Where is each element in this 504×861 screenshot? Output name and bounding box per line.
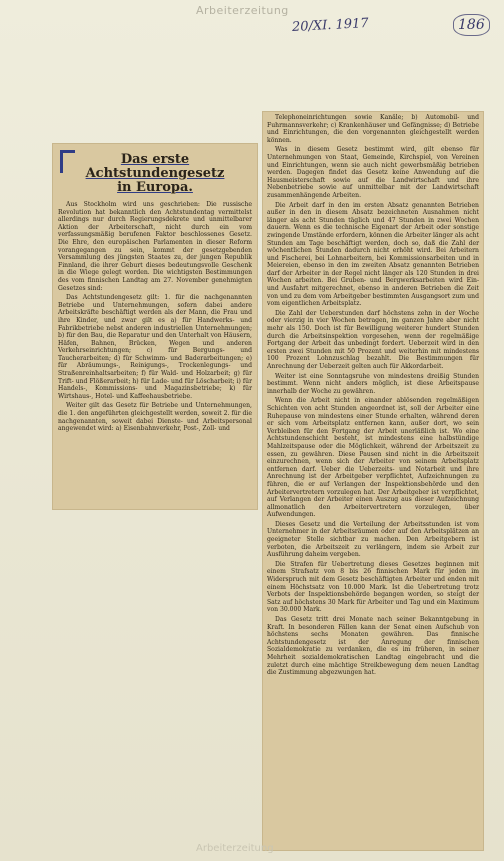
pen-bracket-mark	[60, 150, 75, 173]
paragraph: Weiter gilt das Gesetz für Betriebe und Unternehmungen, die 1. den angeführten gleichgestellt werden, soweit 2. für die nachgenannten, soweit dabei Dienste- und Arbeitspersonal angewendet wird: a) Eisenbahnverkehr, Post-, Zoll- und	[58, 402, 252, 433]
paragraph: Das Achtstundengesetz gilt: 1. für die nachgenannten Betriebe und Unternehmungen, sofern dabei andere Arbeitskräfte beschäftigt werden als der Mann, die Frau und ihre Kinder, und zwar gilt es a) für Handwerks- und Fabrikbetriebe nebst anderen industriellen Unternehmungen; b) für den Bau, die Reparatur und den Unterhalt von Häusern, Häfen, Bahnen, Brücken, Wegen und anderen Verkehrseinrichtungen; c) für Bergungs- und Taucherarbeiten; d) für Schwimm- und Baderarbeitungen; e) für Abräumungs-, Reinigungs-, Trockenlegungs- und Straßenreinhaltsarbeiten; f) für Wald- und Holzarbeit; g) für Trift- und Flößerarbeit; h) für Lade- und für Löscharbeit; i) für Handels-, Kommissions- und Magazinsbetriebe; k) für Wirtshaus-, Hotel- und Kaffeehausbetriebe.	[58, 294, 252, 400]
left-column-text	[58, 201, 252, 433]
paragraph: Die Arbeit darf in den im ersten Absatz genannten Betrieben außer in den in diesem Absatz bezeichneten Ausnahmen nicht länger als acht Stunden täglich und 47 Stunden in zwei Wochen dauern. Wenn es die technische Eigenart der Arbeit oder sonstige zwingende Umstände erfordern, können die Arbeiter länger als acht Stunden am Tage beschäftigt werden, doch so, daß die Zahl der wöchentlichen Stunden dadurch nicht erhöht wird. Bei Arbeitern und Fischerei, bei Lohnarbeitern, bei Kommissionsarbeiten und in Meiereien, ebenso in den im zweiten Absatz genannten Betrieben darf der Arbeiter in der Regel nicht länger als 120 Stunden in drei Wochen arbeiten. Bei Gruben- und Bergwerksarbeiten wird Ein- und Ausfahrt mitgerechnet, ebenso in anderen Betrieben die Zeit von und zu dem vom Arbeitgeber bestimmten Ausgangsort zum und vom eigentlichen Arbeitsplatz.	[267, 201, 479, 308]
article-headline	[58, 153, 252, 195]
paragraph: Weiter ist eine Sonntagsruhe von mindestens dreißig Stunden bestimmt. Wenn nicht anders möglich, ist diese Arbeitspause innerhalb der Woche zu gewähren.	[267, 372, 479, 395]
newspaper-stamp: Arbeiterzeitung	[196, 4, 289, 17]
paragraph: Telephoneinrichtungen sowie Kanäle; b) Automobil- und Fuhrmannsverkehr; c) Krankenhäuser und Gefängnisse; d) Betriebe und Einrichtungen, die den vorgenannten gleichgestellt werden können.	[267, 114, 479, 144]
right-column-text	[267, 114, 479, 677]
page-number: 186	[453, 14, 490, 36]
clipping-left-column	[52, 143, 258, 510]
paragraph: Aus Stockholm wird uns geschrieben: Die russische Revolution hat bekanntlich den Achtstundentag vermittelst allerdings nur durch Regierungsdekrete und unmittelbarer Aktion der Arbeiterschaft, nicht durch ein vom verfassungsmäßig berufenen Faktor beschlossenes Gesetz. Die Ehre, den europäischen Parlamenten in dieser Reform vorangegangen zu sein, kommt der gesetzgebenden Versammlung des jüngsten Staates zu, der jungen Republik Finnland, die ihrer Geburt dieses bedeutungsvolle Geschenk in die Wiege gelegt worden. Die wichtigsten Bestimmungen des vom finnischen Landtag am 27. November genehmigten Gesetzes sind:	[58, 201, 252, 292]
ghost-stamp: Arbeiterzeitung	[196, 843, 274, 854]
headline-line-2: in Europa.	[117, 180, 193, 195]
paragraph: Das Gesetz tritt drei Monate nach seiner Bekanntgebung in Kraft. In besonderen Fällen kann der Senat einen Aufschub von höchstens sechs Monaten gewähren. Das finnische Achtstundengesetz ist der Anregung der finnischen Sozialdemokratie zu verdanken, die es im früheren, in seiner Mehrheit sozialdemokratischen Landtag eingebracht und die zuletzt durch eine mächtige Streikbewegung dem neuen Landtag die Zustimmung abgezwungen hat.	[267, 616, 479, 677]
paragraph: Dieses Gesetz und die Verteilung der Arbeitsstunden ist vom Unternehmer in der Arbeitsräumen oder auf den Arbeitsplätzen an geeigneter Stelle sichtbar zu machen. Den Arbeitgebern ist verboten, die Arbeitszeit zu verlängern, indem sie Arbeit zur Ausführung daheim vergeben.	[267, 520, 479, 559]
handwritten-date: 20/XI. 1917	[291, 16, 370, 35]
paragraph: Was in diesem Gesetz bestimmt wird, gilt ebenso für Unternehmungen von Staat, Gemeinde, Kirchspiel, von Vereinen und Einrichtungen, wenn sie auch nicht gewerbsmäßig betrieben werden. Dagegen findet das Gesetz keine Anwendung auf die Hausmeisterschaft sowie auf die Landwirtschaft und ihre Nebenbetriebe sowie auf unmittelbar mit der Landwirtschaft zusammenhängende Arbeiten.	[267, 146, 479, 199]
paragraph: Wenn die Arbeit nicht in einander ablösenden regelmäßigen Schichten von acht Stunden angeordnet ist, soll der Arbeiter eine Ruhepause von mindestens einer Stunde erhalten, während deren er sich vom Arbeitsplatz entfernen kann, außer dort, wo sein Verbleiben für den Fortgang der Arbeit unerläßlich ist. Wo eine Achtstundenschicht besteht, ist mindestens eine halbstündige Mahlzeitspause oder die Möglichkeit, während der Arbeitszeit zu essen, zu gewähren. Diese Pausen sind nicht in die Arbeitszeit einzurechnen, wenn sich der Arbeiter von seinem Arbeitsplatz entfernen darf. Ueber die Ueberzeits- und Notarbeit und ihre Anrechnung ist der Arbeitgeber verpflichtet, Aufzeichnungen zu führen, die er auf Verlangen der Inspektionsbehörde und den Arbeitervertretern vorzulegen hat. Der Arbeitgeber ist verpflichtet, auf Verlangen der Arbeiter einen Auszug aus dieser Aufzeichnung allmonatlich den Arbeitervertretern vorzulegen, über Aufwendungen.	[267, 397, 479, 519]
clipping-right-column	[262, 111, 484, 851]
paragraph: Die Zahl der Ueberstunden darf höchstens zehn in der Woche oder vierzig in vier Wochen betragen, im ganzen Jahre aber nicht mehr als 150. Doch ist für Bewilligung weiterer hundert Stunden durch die Arbeitsinspektion vorgesehen, wenn der regelmäßige Fortgang der Arbeit das unbedingt fordert. Ueberzeit wird in den ersten zwei Stunden mit 50 Prozent und weiterhin mit mindestens 100 Prozent Lohnzuschlag bezahlt. Die Bestimmungen für Anrechnung der Ueberzeit gelten auch für Akkordarbeit.	[267, 309, 479, 370]
paragraph: Die Strafen für Uebertretung dieses Gesetzes beginnen mit einem Strafsatz von 8 bis 26 finnischen Mark für jeden im Widerspruch mit dem Gesetz beschäftigten Arbeiter und enden mit einem Höchstsatz von 10.000 Mark. Ist die Uebertretung trotz Verbots der Inspektionsbehörde begangen worden, so steigt der Satz auf höchstens 30 Mark für Arbeiter und Tag und ein Maximum von 30.000 Mark.	[267, 560, 479, 614]
headline-line-1: Das erste Achtstundengesetz	[85, 152, 225, 181]
